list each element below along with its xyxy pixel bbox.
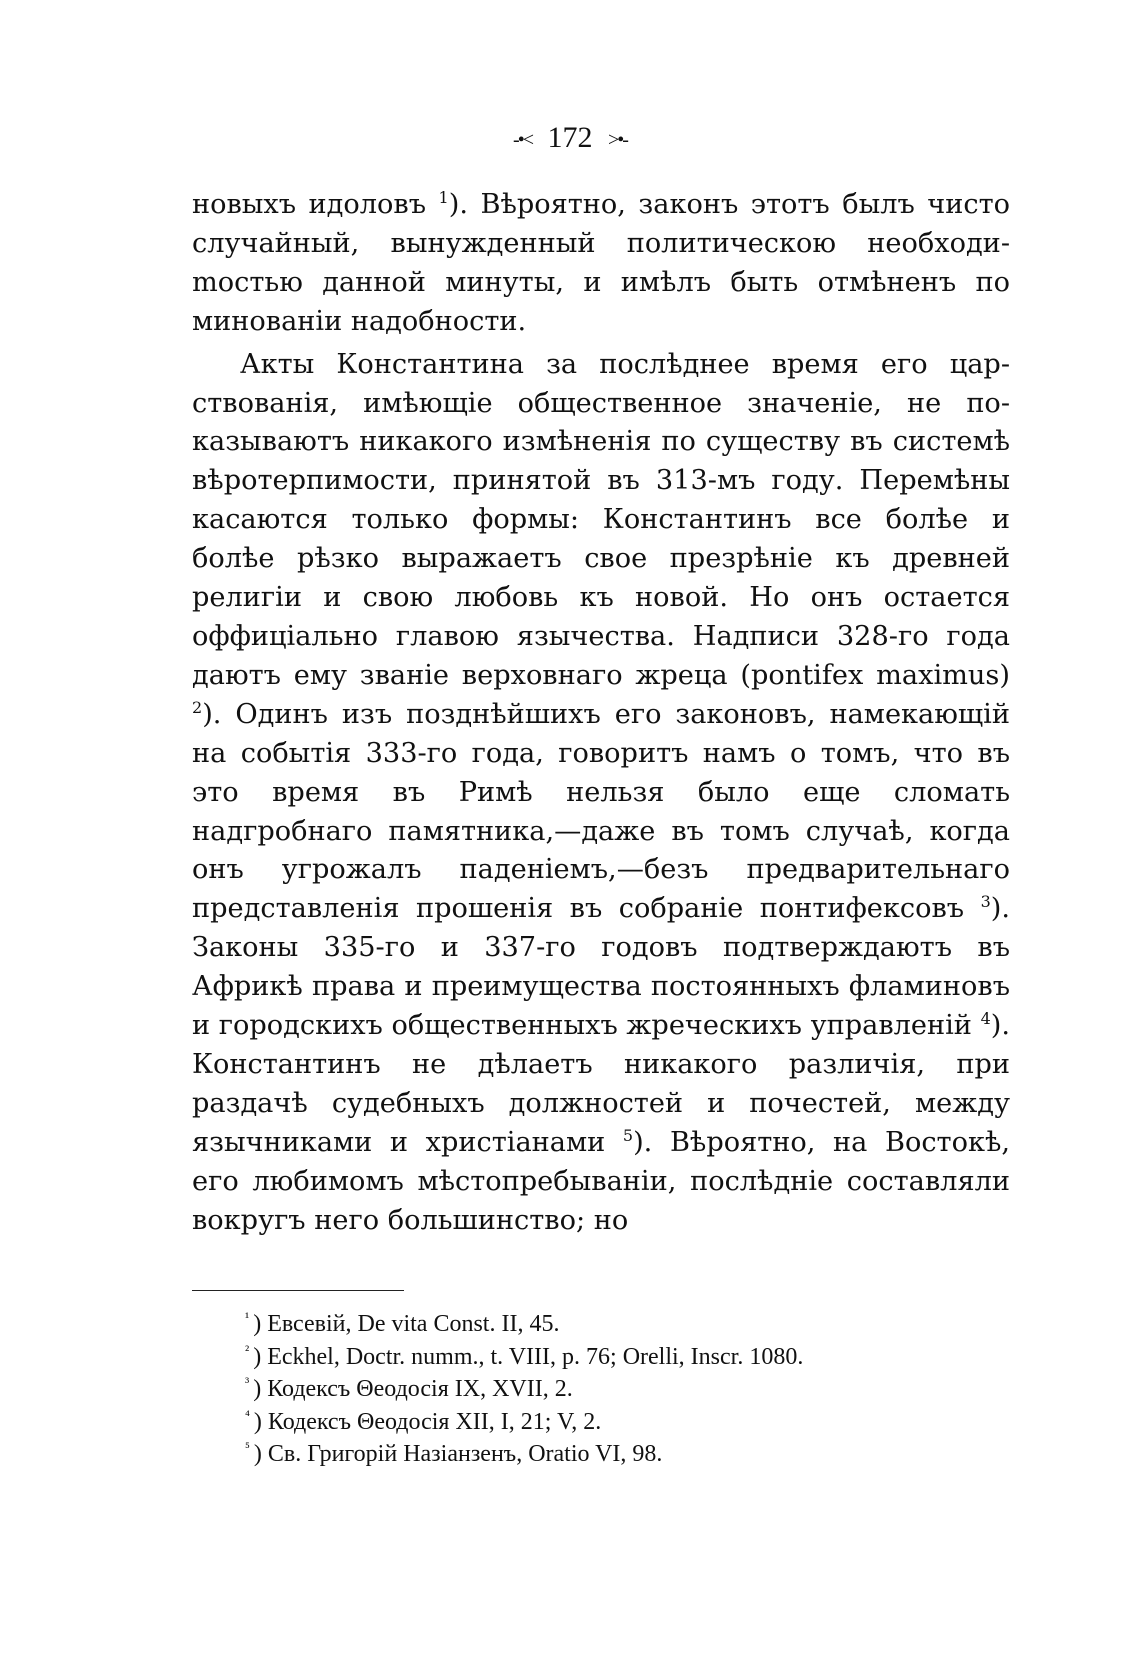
footnote-ref: 5 <box>622 1125 634 1145</box>
page-number: 172 <box>547 121 593 154</box>
footnote-text: ) Кодексъ Θеодосія IX, XVII, 2. <box>253 1376 573 1402</box>
footnote-3 <box>245 1373 1005 1406</box>
footnotes-list <box>245 1308 1005 1471</box>
footnote-mark: ² <box>245 1343 250 1359</box>
footnote-divider <box>192 1290 404 1291</box>
footnote-mark: ⁵ <box>245 1441 250 1456</box>
ornament-left: -•< <box>513 129 532 152</box>
footnote-4 <box>245 1406 1005 1439</box>
footnote-2 <box>245 1341 1005 1374</box>
text-run: Акты Константина за послѣднее время его царствованія, имѣющіе общественное значеніе, не показываютъ никакого измѣненія по существу въ системѣ вѣротерпимости, принятой въ 313-мъ году. Перемѣны касаются только формы: Константинъ все болѣе и болѣе рѣзко выражаетъ свое презрѣніе къ древней религіи и свою любовь къ новой. Но онъ остается оффиціально главою язычества. Надписи 328-го года даютъ ему званіе верховнаго жреца (pontifex maximus) <box>192 348 1010 691</box>
text-run: ). Константинъ не дѣлаетъ никакого различія, при раздачѣ судебныхъ должностей и почестей, между язычниками и христіанами <box>192 1010 1011 1158</box>
footnote-5 <box>245 1438 1005 1471</box>
text-run: ). Одинъ изъ позднѣйшихъ его законовъ, намекающій на событія 333-го года, говоритъ намъ о томъ, что въ это время въ Римѣ нельзя было еще сломать надгробнаго памятника,—даже въ томъ случаѣ, когда онъ угрожалъ паденіемъ,—безъ предварительнаго представленія прошенія въ собраніе понтифексовъ <box>192 698 1010 925</box>
text-run: ). Законы 335-го и 337-го годовъ подтверждаютъ въ Африкѣ права и преимущества постоянныхъ фламиновъ и городскихъ общественныхъ жреческихъ управленій <box>192 893 1010 1042</box>
footnote-ref: 4 <box>980 1008 991 1028</box>
footnote-mark: ⁴ <box>245 1408 250 1424</box>
footnote-ref: 3 <box>980 892 991 912</box>
text-run: ). Вѣроятно, законъ этотъ былъ чисто случайный, вынужденный политическою необходиmостью данной минуты, и имѣлъ быть отмѣненъ по минованіи надобности. <box>192 189 1010 337</box>
text-run: новыхъ идоловъ <box>192 189 439 220</box>
footnote-text: ) Евсевій, De vita Const. II, 45. <box>253 1311 560 1337</box>
footnote-text: ) Eckhel, Doctr. numm., t. VIII, p. 76; Orelli, Inscr. 1080. <box>253 1343 804 1370</box>
ornament-right: >•- <box>608 129 627 152</box>
footnote-ref: 2 <box>192 697 203 717</box>
paragraph-2 <box>192 346 1010 1241</box>
text-run: ). Вѣроятно, на Востокѣ, его любимомъ мѣстопребываніи, послѣдніе составляли вокругъ него большинство; но <box>192 1126 1010 1236</box>
footnote-text: ) Св. Григорій Назіанзенъ, Oratio VI, 98. <box>253 1441 663 1467</box>
footnote-1 <box>245 1308 1005 1341</box>
footnote-ref: 1 <box>438 187 449 207</box>
paragraph-1 <box>192 186 1010 342</box>
footnote-text: ) Кодексъ Θеодосія XII, I, 21; V, 2. <box>253 1408 602 1435</box>
main-text <box>192 186 1010 1240</box>
footnote-mark: ¹ <box>245 1311 250 1326</box>
footnote-mark: ³ <box>245 1376 250 1391</box>
page-header <box>0 118 1140 160</box>
